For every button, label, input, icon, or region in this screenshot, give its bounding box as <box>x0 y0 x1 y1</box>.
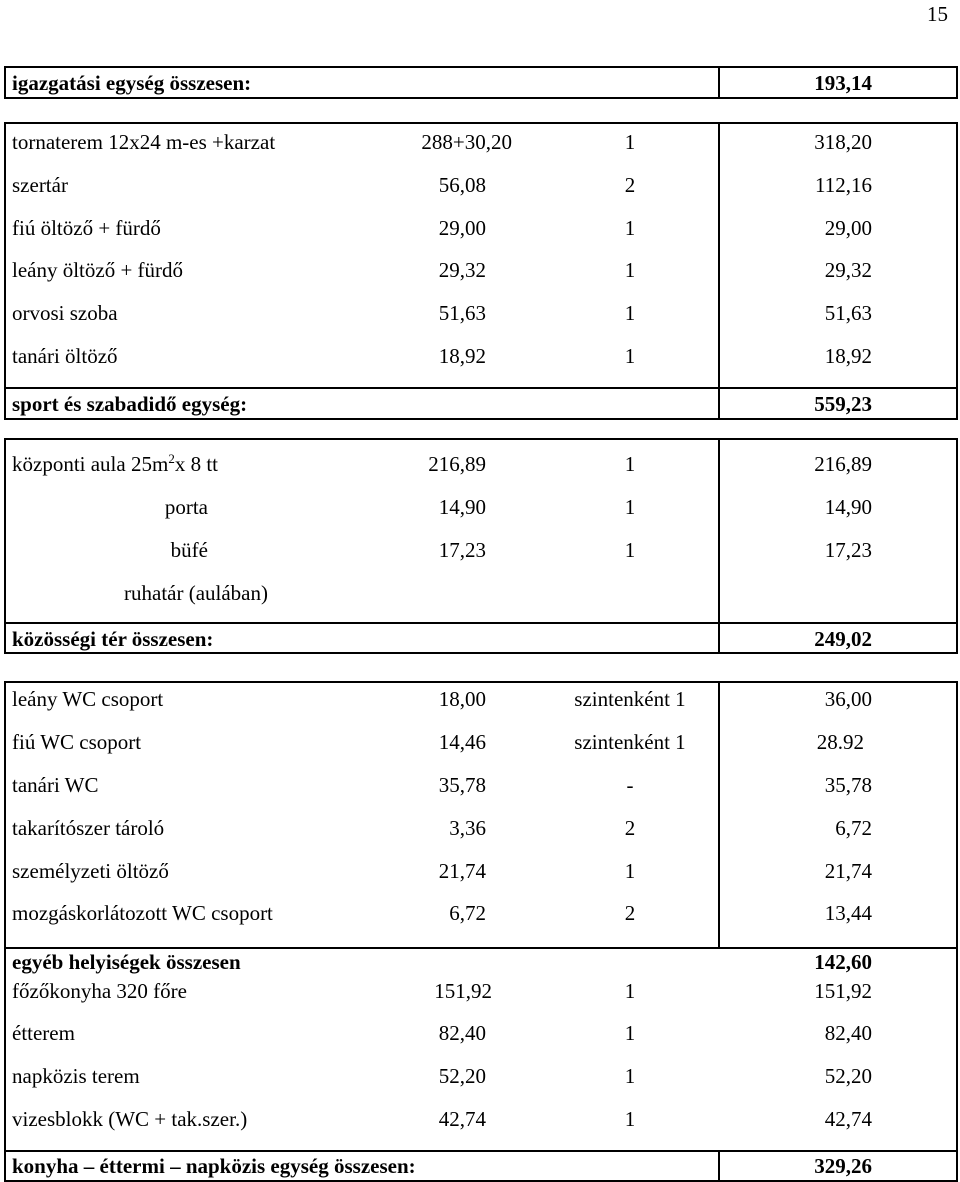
section-total-label: közösségi tér összesen: <box>12 627 214 651</box>
row-name: központi aula $25m^2x$ 8 tt <box>12 451 218 476</box>
rule <box>956 66 958 99</box>
rule <box>4 122 958 124</box>
row-count: 1 <box>624 130 636 154</box>
row-area: 35,78 <box>438 773 486 797</box>
row-area: 42,74 <box>438 1107 486 1131</box>
row-count: 1 <box>624 258 636 282</box>
rule <box>4 652 958 654</box>
section-total-value: 142,60 <box>814 950 872 974</box>
row-total: 151,92 <box>814 979 872 1003</box>
superscript: 2 <box>168 451 175 466</box>
row-count: 1 <box>624 1107 636 1131</box>
row-total: 42,74 <box>824 1107 872 1131</box>
row-area: 29,00 <box>438 216 486 240</box>
row-total: 14,90 <box>824 495 872 519</box>
row-area: 216,89 <box>428 452 486 476</box>
row-area: 51,63 <box>438 301 486 325</box>
row-area: 82,40 <box>438 1021 486 1045</box>
row-area: 21,74 <box>438 859 486 883</box>
row-total: 6,72 <box>835 816 872 840</box>
rule <box>4 438 6 654</box>
rule <box>956 681 958 1182</box>
row-area: 29,32 <box>438 258 486 282</box>
section-total-value: 249,02 <box>814 627 872 651</box>
row-name: tornaterem 12x24 m-es +karzat <box>12 130 276 154</box>
row-total: 29,32 <box>824 258 872 282</box>
row-total: 216,89 <box>814 452 872 476</box>
row-name: étterem <box>12 1021 75 1045</box>
row-area: 14,46 <box>438 730 486 754</box>
row-name: büfé <box>170 538 208 562</box>
row-count: 1 <box>624 979 636 1003</box>
row-count: 1 <box>624 344 636 368</box>
row-name: porta <box>164 495 208 519</box>
row-count: 1 <box>624 495 636 519</box>
row-name: ruhatár (aulában) <box>124 581 268 605</box>
row-name: tanári öltöző <box>12 344 118 368</box>
row-count: - <box>626 773 634 797</box>
rule <box>4 1150 958 1152</box>
row-count: szintenként 1 <box>574 730 686 754</box>
row-total: 82,40 <box>824 1021 872 1045</box>
section-total-value: 329,26 <box>814 1154 872 1178</box>
row-name: fiú öltöző + fürdő <box>12 216 161 240</box>
rule <box>4 681 958 683</box>
row-count: 1 <box>624 1064 636 1088</box>
row-count: 1 <box>624 1021 636 1045</box>
row-count: 2 <box>624 173 636 197</box>
rule <box>4 122 6 420</box>
rule <box>4 66 6 99</box>
rule <box>4 97 958 99</box>
row-total: 13,44 <box>824 901 872 925</box>
row-name: tanári WC <box>12 773 99 797</box>
row-total: 29,00 <box>824 216 872 240</box>
row-name: főzőkonyha 320 főre <box>12 979 187 1003</box>
section-total-value: 559,23 <box>814 392 872 416</box>
row-total: 52,20 <box>824 1064 872 1088</box>
rule <box>4 387 958 389</box>
rule <box>4 622 958 624</box>
row-name: napközis terem <box>12 1064 140 1088</box>
row-total: 35,78 <box>824 773 872 797</box>
row-count: 1 <box>624 859 636 883</box>
section-total-label: konyha – éttermi – napközis egység összesen: <box>12 1154 416 1178</box>
row-count: szintenként 1 <box>574 687 686 711</box>
row-count: 2 <box>624 901 636 925</box>
page-number: 15 <box>927 2 948 26</box>
row-count: 1 <box>624 216 636 240</box>
rule <box>956 438 958 654</box>
row-count: 2 <box>624 816 636 840</box>
section-total-label: igazgatási egység összesen: <box>12 71 252 95</box>
row-area: 56,08 <box>438 173 486 197</box>
row-name: takarítószer tároló <box>12 816 165 840</box>
rule <box>4 681 6 1182</box>
section-total-label: sport és szabadidő egység: <box>12 392 248 416</box>
row-area: 288+30,20 <box>421 130 512 154</box>
row-area: 52,20 <box>438 1064 486 1088</box>
row-count: 1 <box>624 452 636 476</box>
rule <box>4 418 958 420</box>
row-name: személyzeti öltöző <box>12 859 169 883</box>
row-name: leány WC csoport <box>12 687 164 711</box>
section-total-label: egyéb helyiségek összesen <box>12 950 241 974</box>
section-total-value: 193,14 <box>814 71 872 95</box>
row-total: 51,63 <box>824 301 872 325</box>
row-area: 151,92 <box>434 979 492 1003</box>
rule <box>956 122 958 420</box>
row-total: 17,23 <box>824 538 872 562</box>
row-total: 21,74 <box>824 859 872 883</box>
row-area: 6,72 <box>449 901 486 925</box>
row-total: 36,00 <box>824 687 872 711</box>
row-name: szertár <box>12 173 68 197</box>
row-total: 28.92 <box>816 730 864 754</box>
row-total: 18,92 <box>824 344 872 368</box>
rule <box>4 438 958 440</box>
row-area: 3,36 <box>449 816 486 840</box>
row-count: 1 <box>624 301 636 325</box>
row-area: 18,00 <box>438 687 486 711</box>
row-total: 112,16 <box>815 173 872 197</box>
row-area: 14,90 <box>438 495 486 519</box>
row-area: 17,23 <box>438 538 486 562</box>
row-name: vizesblokk (WC + tak.szer.) <box>12 1107 248 1131</box>
row-name: orvosi szoba <box>12 301 118 325</box>
rule <box>4 66 958 68</box>
row-name: mozgáskorlátozott WC csoport <box>12 901 273 925</box>
row-name: fiú WC csoport <box>12 730 142 754</box>
row-name: leány öltöző + fürdő <box>12 258 184 282</box>
row-total: 318,20 <box>814 130 872 154</box>
row-count: 1 <box>624 538 636 562</box>
row-area: 18,92 <box>438 344 486 368</box>
